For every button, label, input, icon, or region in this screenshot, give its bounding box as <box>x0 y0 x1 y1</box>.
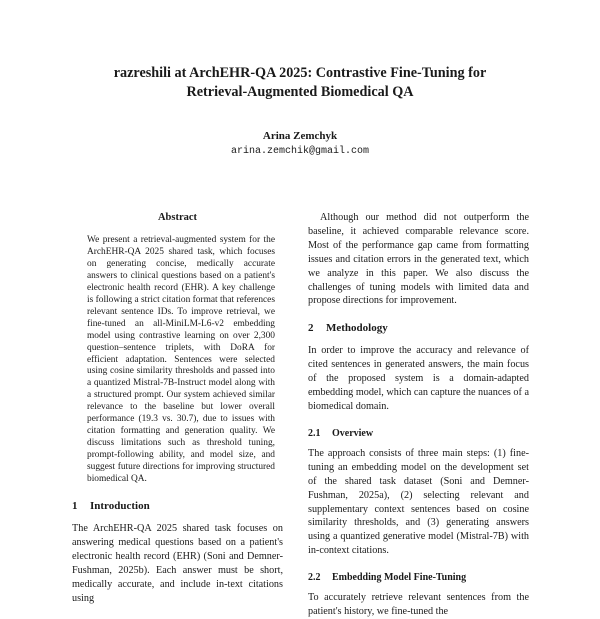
paper-title <box>60 64 540 102</box>
subsection-number: 2.1 <box>308 427 321 439</box>
subsection-embedding-heading <box>308 571 529 584</box>
subsection-overview-heading <box>308 427 529 440</box>
subsection-number: 2.2 <box>308 572 321 584</box>
methodology-text: In order to improve the accuracy and relevance of cited sentences in generated answers, the main focus of the proposed system is a domain-adapted embedding model, which can capture the nuances of a biomedical domain. <box>308 345 529 412</box>
embedding-text: To accurately retrieve relevant sentences from the patient's history, we fine-tuned the <box>308 592 529 618</box>
subsection-title: Overview <box>332 427 374 439</box>
author-name: Arina Zemchyk <box>262 130 338 142</box>
intro-continuation-text: Although our method did not outperform the baseline, it achieved comparable relevance score. Most of the performance gap came from formatting issues and citation errors in the generated text, which we analyze in this paper. We also discuss the challenges of tuning models with limited data and propose directions for improvement. <box>308 212 529 307</box>
section-number: 2 <box>308 322 314 335</box>
author-email[interactable]: arina.zemchik@gmail.com <box>230 146 370 157</box>
abstract-text: We present a retrieval-augmented system for the ArchEHR-QA 2025 shared task, which focuses on generating concise, medically accurate answers to clinical questions based on a patient's electronic health record (EHR). A key challenge is following a strict citation format that references relevant sentence IDs. To improve retrieval, we fine-tuned an all-MiniLM-L6-v2 embedding model using contrastive learning on over 2,300 question–sentence triplets, with DoRA for efficient adaptation. Sentences were selected using cosine similarity thresholds and passed into a quantized Mistral-7B-Instruct model along with a structured prompt. Our system achieved similar relevance to the baseline but lower overall performance (19.3 vs. 30.7), due to issues with citation formatting and generation quality. We discuss limitations such as threshold tuning, prompt-following ability, and model size, and suggest future directions for improving structured biomedical QA. <box>87 235 275 485</box>
subsection-title: Embedding Model Fine-Tuning <box>332 572 467 584</box>
overview-text: The approach consists of three main steps: (1) fine-tuning an embedding model on the development set of the shared task dataset (Soni and Demner-Fushman, 2025a), (2) selecting relevant and supplementary context sentences based on cosine similarity thresholds, and (3) generating answers using a quantized generative model (Mistral-7B) with in-context citations. <box>308 447 529 557</box>
title-line-1: razreshili at ArchEHR-QA 2025: Contrastive Fine-Tuning for <box>113 65 487 81</box>
section-introduction-heading <box>72 499 283 513</box>
section-title: Methodology <box>326 322 388 335</box>
section-methodology-heading <box>308 321 529 335</box>
section-number: 1 <box>72 500 78 513</box>
section-title: Introduction <box>90 500 150 513</box>
left-column <box>72 211 283 605</box>
title-line-2: Retrieval-Augmented Biomedical QA <box>186 84 414 100</box>
introduction-text: The ArchEHR-QA 2025 shared task focuses on answering medical questions based on a patient's electronic health record (EHR) (Soni and Demner-Fushman, 2025b). Each answer must be short, medically accurate, and include in-text citations using <box>72 523 283 604</box>
abstract-heading: Abstract <box>157 212 198 223</box>
right-column <box>308 211 529 619</box>
